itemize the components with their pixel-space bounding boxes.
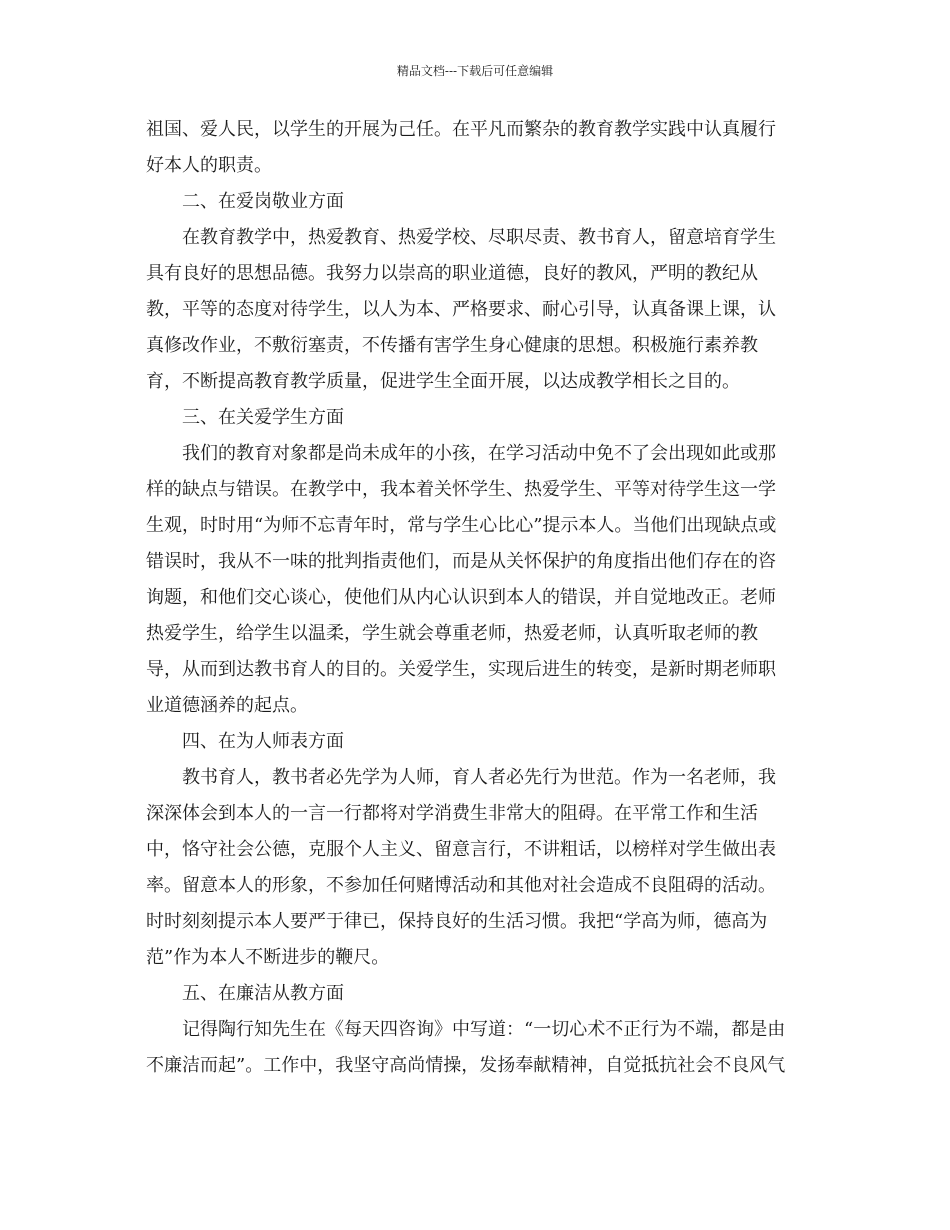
- text-line: 教，平等的态度对待学生，以人为本、严格要求、耐心引导，认真备课上课，认: [146, 299, 776, 320]
- text-line: 教书育人，教书者必先学为人师，育人者必先行为世范。作为一名老师，我: [182, 767, 776, 788]
- text-line: 四、在为人师表方面: [182, 731, 344, 752]
- text-line: 生观，时时用“为师不忘青年时，常与学生心比心”提示本人。当他们出现缺点或: [146, 515, 777, 536]
- text-line: 具有良好的思想品德。我努力以崇高的职业道德，良好的教风，严明的教纪从: [146, 263, 758, 284]
- text-line: 真修改作业，不敷衍塞责，不传播有害学生身心健康的思想。积极施行素养教: [146, 335, 758, 356]
- text-line: 导，从而到达教书育人的目的。关爱学生，实现后进生的转变，是新时期老师职: [146, 659, 776, 680]
- text-line: 错误时，我从不一味的批判指责他们，而是从关怀保护的角度指出他们存在的咨: [146, 551, 776, 572]
- text-line: 热爱学生，给学生以温柔，学生就会尊重老师，热爱老师，认真听取老师的教: [146, 623, 758, 644]
- text-line: 五、在廉洁从教方面: [182, 983, 344, 1004]
- page-header: 精品文档---下载后可任意编辑: [396, 64, 554, 78]
- text-line: 深深体会到本人的一言一行都将对学消费生非常大的阻碍。在平常工作和生活: [146, 803, 758, 824]
- text-line: 率。留意本人的形象，不参加任何赌博活动和其他对社会造成不良阻碍的活动。: [146, 875, 776, 896]
- text-line: 样的缺点与错误。在教学中，我本着关怀学生、热爱学生、平等对待学生这一学: [146, 479, 776, 500]
- text-line: 范”作为本人不断进步的鞭尺。: [146, 947, 390, 968]
- text-line: 不廉洁而起”。工作中，我坚守高尚情操，发扬奉献精神，自觉抵抗社会不良风气: [146, 1055, 786, 1076]
- text-line: 二、在爱岗敬业方面: [182, 191, 344, 212]
- text-line: 记得陶行知先生在《每天四咨询》中写道：“一切心术不正行为不端，都是由: [182, 1019, 786, 1040]
- text-line: 询题，和他们交心谈心，使他们从内心认识到本人的错误，并自觉地改正。老师: [146, 587, 776, 608]
- text-line: 时时刻刻提示本人要严于律已，保持良好的生活习惯。我把“学高为师，德高为: [146, 911, 768, 932]
- text-line: 好本人的职责。: [146, 155, 272, 176]
- text-line: 在教育教学中，热爱教育、热爱学校、尽职尽责、教书育人，留意培育学生: [182, 227, 776, 248]
- text-line: 我们的教育对象都是尚未成年的小孩，在学习活动中免不了会出现如此或那: [182, 443, 776, 464]
- text-line: 业道德涵养的起点。: [146, 695, 308, 716]
- text-line: 祖国、爱人民，以学生的开展为己任。在平凡而繁杂的教育教学实践中认真履行: [146, 119, 776, 140]
- text-line: 育，不断提高教育教学质量，促进学生全面开展，以达成教学相长之目的。: [146, 371, 740, 392]
- text-line: 三、在关爱学生方面: [182, 407, 344, 428]
- text-line: 中，恪守社会公德，克服个人主义、留意言行，不讲粗话，以榜样对学生做出表: [146, 839, 776, 860]
- document-body: [146, 112, 806, 1084]
